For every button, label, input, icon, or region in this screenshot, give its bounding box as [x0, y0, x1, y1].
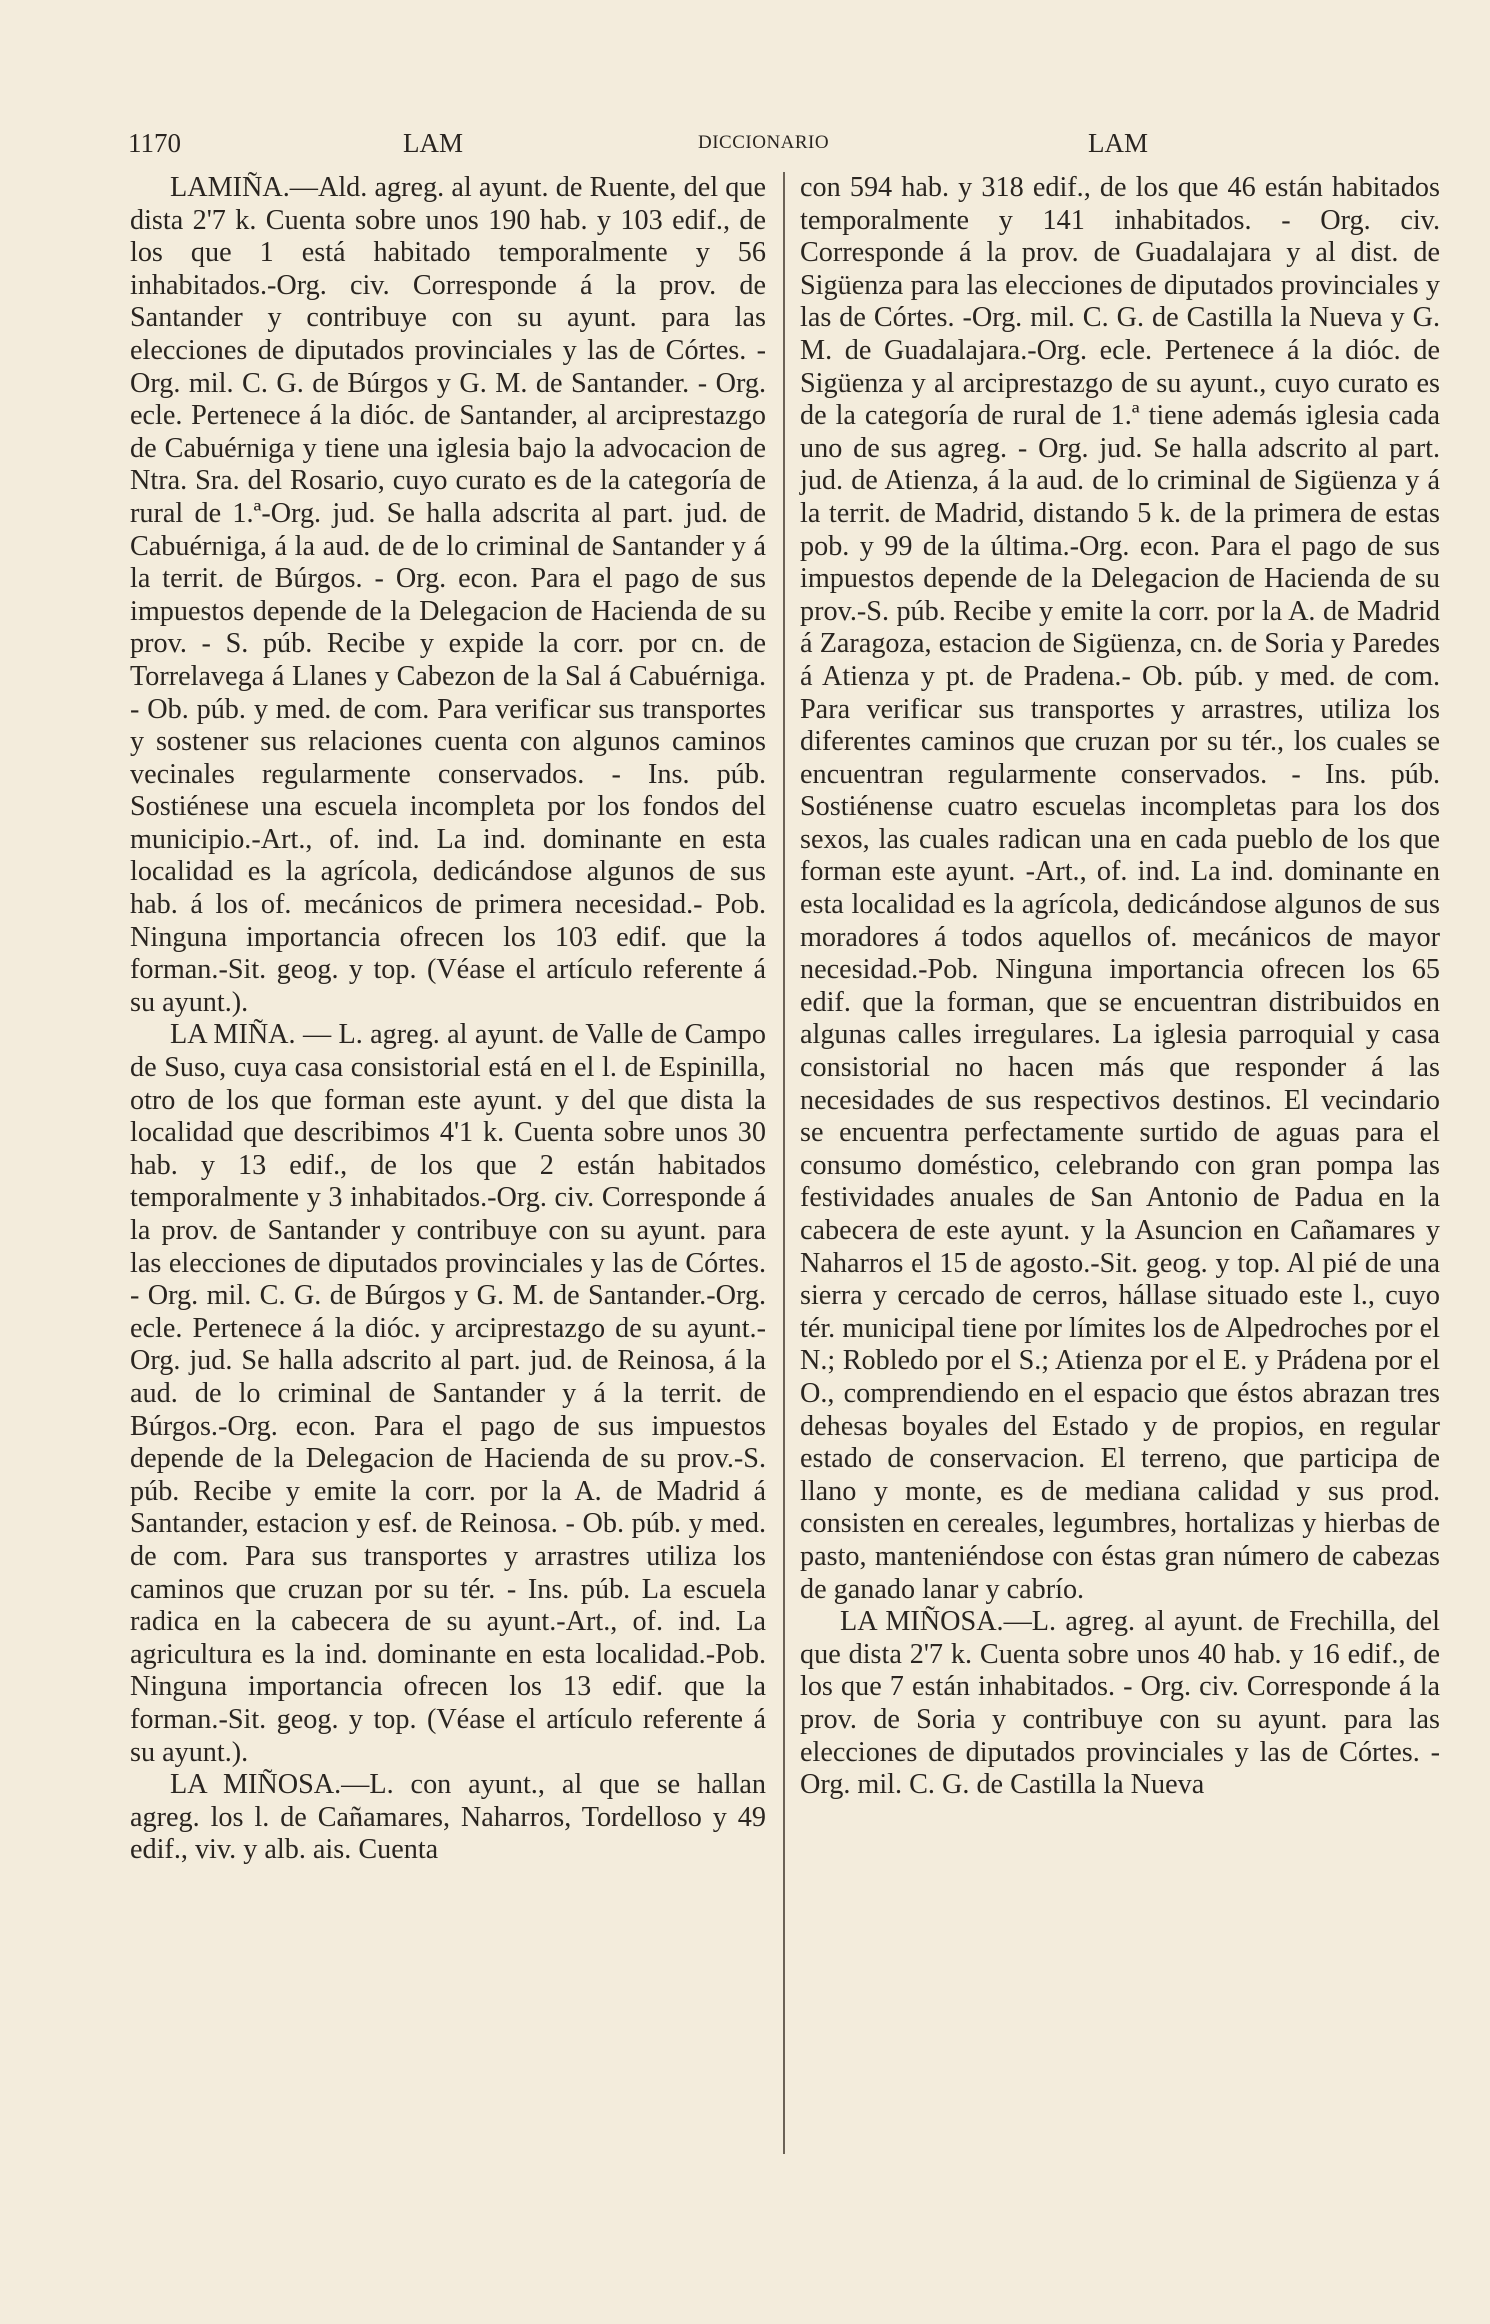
entry-la-mina: LA MIÑA. — L. agreg. al ayunt. de Valle de Campo de Suso, cuya casa consistorial está en el l. de Espinilla, otro de los que forman este ayunt. y del que dista la localidad que describimos 4'1 k. Cuenta sobre unos 30 hab. y 13 edif., de los que 2 están habitados temporalmente y 3 inhabitados.-Org. civ. Corresponde á la prov. de Santander y contribuye con su ayunt. para las elecciones de diputados provinciales y las de Córtes. - Org. mil. C. G. de Búrgos y G. M. de Santander.-Org. ecle. Pertenece á la dióc. y arciprestazgo de su ayunt.-Org. jud. Se halla adscrito al part. jud. de Reinosa, á la aud. de lo criminal de Santander y á la territ. de Búrgos.-Org. econ. Para el pago de sus impuestos depende de la Delegacion de Hacienda de su prov.-S. púb. Recibe y emite la corr. por la A. de Madrid á Santander, estacion y esf. de Reinosa. - Ob. púb. y med. de com. Para sus transportes y arrastres utiliza los caminos que cruzan por su tér. - Ins. púb. La escuela radica en la cabecera de su ayunt.-Art., of. ind. La agricultura es la ind. dominante en esta localidad.-Pob. Ninguna importancia ofrecen los 13 edif. que la forman.-Sit. geog. y top. (Véase el artículo referente á su ayunt.).: [130, 1019, 766, 1768]
entry-lamina: LAMIÑA.—Ald. agreg. al ayunt. de Ruente, del que dista 2'7 k. Cuenta sobre unos 190 hab. y 103 edif., de los que 1 está habitado temporalmente y 56 inhabitados.-Org. civ. Corresponde á la prov. de Santander y contribuye con su ayunt. para las elecciones de diputados provinciales y las de Córtes. - Org. mil. C. G. de Búrgos y G. M. de Santander. - Org. ecle. Pertenece á la dióc. de Santander, al arciprestazgo de Cabuérniga y tiene una iglesia bajo la advocacion de Ntra. Sra. del Rosario, cuyo curato es de la categoría de rural de 1.ª-Org. jud. Se halla adscrita al part. jud. de Cabuérniga, á la aud. de de lo criminal de Santander y á la territ. de Búrgos. - Org. econ. Para el pago de sus impuestos depende de la Delegacion de Hacienda de su prov. - S. púb. Recibe y expide la corr. por cn. de Torrelavega á Llanes y Cabezon de la Sal á Cabuérniga. - Ob. púb. y med. de com. Para verificar sus transportes y sostener sus relaciones cuenta con algunos caminos vecinales regularmente conservados. - Ins. púb. Sostiénese una escuela incompleta por los fondos del municipio.-Art., of. ind. La ind. dominante en esta localidad es la agrícola, dedicándose algunos de sus hab. á los of. mecánicos de primera necesidad.- Pob. Ninguna importancia ofrecen los 103 edif. que la forman.-Sit. geog. y top. (Véase el artículo referente á su ayunt.).: [130, 172, 766, 1018]
left-column: [130, 172, 766, 1867]
guide-word-left: LAM: [403, 128, 463, 158]
entry-la-minosa-continued: con 594 hab. y 318 edif., de los que 46 están habitados temporalmente y 141 inhabitados. - Org. civ. Corresponde á la prov. de Guadalajara y al dist. de Sigüenza para las elecciones de diputados provinciales y las de Córtes. -Org. mil. C. G. de Castilla la Nueva y G. M. de Guadalajara.-Org. ecle. Pertenece á la dióc. de Sigüenza y al arciprestazgo de su ayunt., cuyo curato es de la categoría de rural de 1.ª tiene además iglesia cada uno de sus agreg. - Org. jud. Se halla adscrito al part. jud. de Atienza, á la aud. de lo criminal de Sigüenza y á la territ. de Madrid, distando 5 k. de la primera de estas pob. y 99 de la última.-Org. econ. Para el pago de sus impuestos depende de la Delegacion de Hacienda de su prov.-S. púb. Recibe y emite la corr. por la A. de Madrid á Zaragoza, estacion de Sigüenza, cn. de Soria y Paredes á Atienza y pt. de Pradena.- Ob. púb. y med. de com. Para verificar sus transportes y arrastres, utiliza los diferentes caminos que cruzan por su tér., los cuales se encuentran regularmente conservados. - Ins. púb. Sostiénense cuatro escuelas incompletas para los dos sexos, las cuales radican una en cada pueblo de los que forman este ayunt. -Art., of. ind. La ind. dominante en esta localidad es la agrícola, dedicándose algunos de sus moradores á todos aquellos of. mecánicos de mayor necesidad.-Pob. Ninguna importancia ofrecen los 65 edif. que la forman, que se encuentran distribuidos en algunas calles irregulares. La iglesia parroquial y casa consistorial no hacen más que responder á las necesidades de sus respectivos destinos. El vecindario se encuentra perfectamente surtido de aguas para el consumo doméstico, celebrando con gran pompa las festividades anuales de San Antonio de Padua en la cabecera de este ayunt. y la Asuncion en Cañamares y Naharros el 15 de agosto.-Sit. geog. y top. Al pié de una sierra y cercado de cerros, hállase situado este l., cuyo tér. municipal tiene por límites los de Alpedroches por el N.; Robledo por el S.; Atienza por el E. y Prádena por el O., comprendiendo en el espacio que éstos abrazan tres dehesas boyales del Estado y de propios, en regular estado de conservacion. El terreno, que participa de llano y monte, es de mediana calidad y sus prod. consisten en cereales, legumbres, hortalizas y hierbas de pasto, manteniéndose con éstas gran número de cabezas de ganado lanar y cabrío.: [800, 172, 1440, 1605]
running-header: [128, 128, 1438, 168]
entry-la-minosa: LA MIÑOSA.—L. con ayunt., al que se hallan agreg. los l. de Cañamares, Naharros, Tordelloso y 49 edif., viv. y alb. ais. Cuenta: [130, 1769, 766, 1866]
entry-la-minosa-frechilla: LA MIÑOSA.—L. agreg. al ayunt. de Frechilla, del que dista 2'7 k. Cuenta sobre unos 40 hab. y 16 edif., de los que 7 están inhabitados. - Org. civ. Corresponde á la prov. de Soria y contribuye con su ayunt. para las elecciones de diputados provinciales y las de Córtes. - Org. mil. C. G. de Castilla la Nueva: [800, 1606, 1440, 1801]
column-divider: [783, 172, 785, 2154]
dictionary-title: DICCIONARIO: [698, 132, 830, 153]
guide-word-right: LAM: [1088, 128, 1148, 158]
right-column: [800, 172, 1440, 1802]
page-number: 1170: [128, 128, 181, 158]
